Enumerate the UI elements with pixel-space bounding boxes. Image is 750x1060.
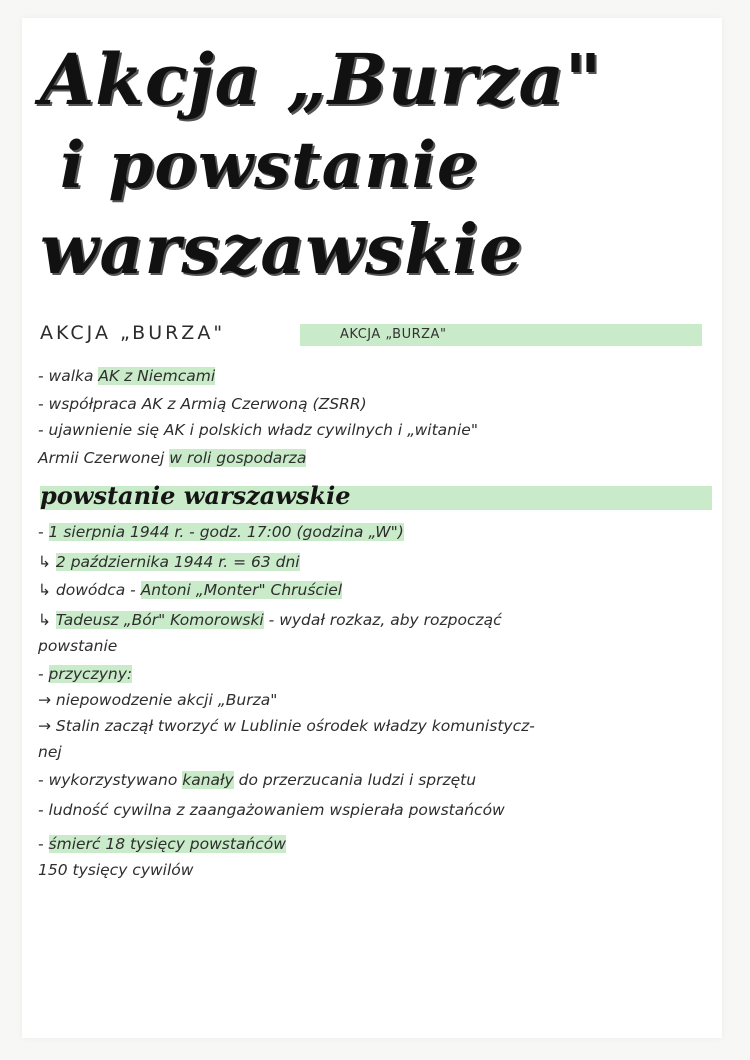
list-item: powstanie bbox=[38, 637, 118, 655]
section-heading-powstanie: powstanie warszawskie bbox=[40, 481, 351, 510]
list-item: Armii Czerwonej w roli gospodarza bbox=[38, 449, 307, 467]
section-heading-akcja-burza: AKCJA „BURZA" bbox=[40, 322, 226, 344]
list-item: - współpraca AK z Armią Czerwoną (ZSRR) bbox=[38, 395, 367, 413]
list-item: - przyczyny: bbox=[38, 665, 133, 683]
list-item: → Stalin zaczął tworzyć w Lublinie ośrodek władzy komunistycz- bbox=[38, 717, 535, 735]
list-item: - 1 sierpnia 1944 r. - godz. 17:00 (godzina „W") bbox=[38, 523, 404, 541]
list-item: ↳ 2 października 1944 r. = 63 dni bbox=[38, 553, 300, 571]
title-line-1: Akcja „Burza" bbox=[40, 38, 603, 121]
list-item: nej bbox=[38, 743, 62, 761]
list-item: - ludność cywilna z zaangażowaniem wspierała powstańców bbox=[38, 801, 505, 819]
list-item: - ujawnienie się AK i polskich władz cywilnych i „witanie" bbox=[38, 421, 478, 439]
list-item: ↳ Tadeusz „Bór" Komorowski - wydał rozkaz, aby rozpocząć bbox=[38, 611, 502, 629]
list-item: → niepowodzenie akcji „Burza" bbox=[38, 691, 278, 709]
title-line-2: i powstanie bbox=[60, 128, 479, 203]
list-item: ↳ dowódca - Antoni „Monter" Chruściel bbox=[38, 581, 343, 599]
list-item: - śmierć 18 tysięcy powstańców bbox=[38, 835, 286, 853]
list-item: - wykorzystywano kanały do przerzucania ludzi i sprzętu bbox=[38, 771, 477, 789]
section-heading-small: AKCJA „BURZA" bbox=[340, 327, 447, 342]
list-item: - walka AK z Niemcami bbox=[38, 367, 216, 385]
list-item: 150 tysięcy cywilów bbox=[38, 861, 194, 879]
title-line-3: warszawskie bbox=[40, 210, 524, 290]
